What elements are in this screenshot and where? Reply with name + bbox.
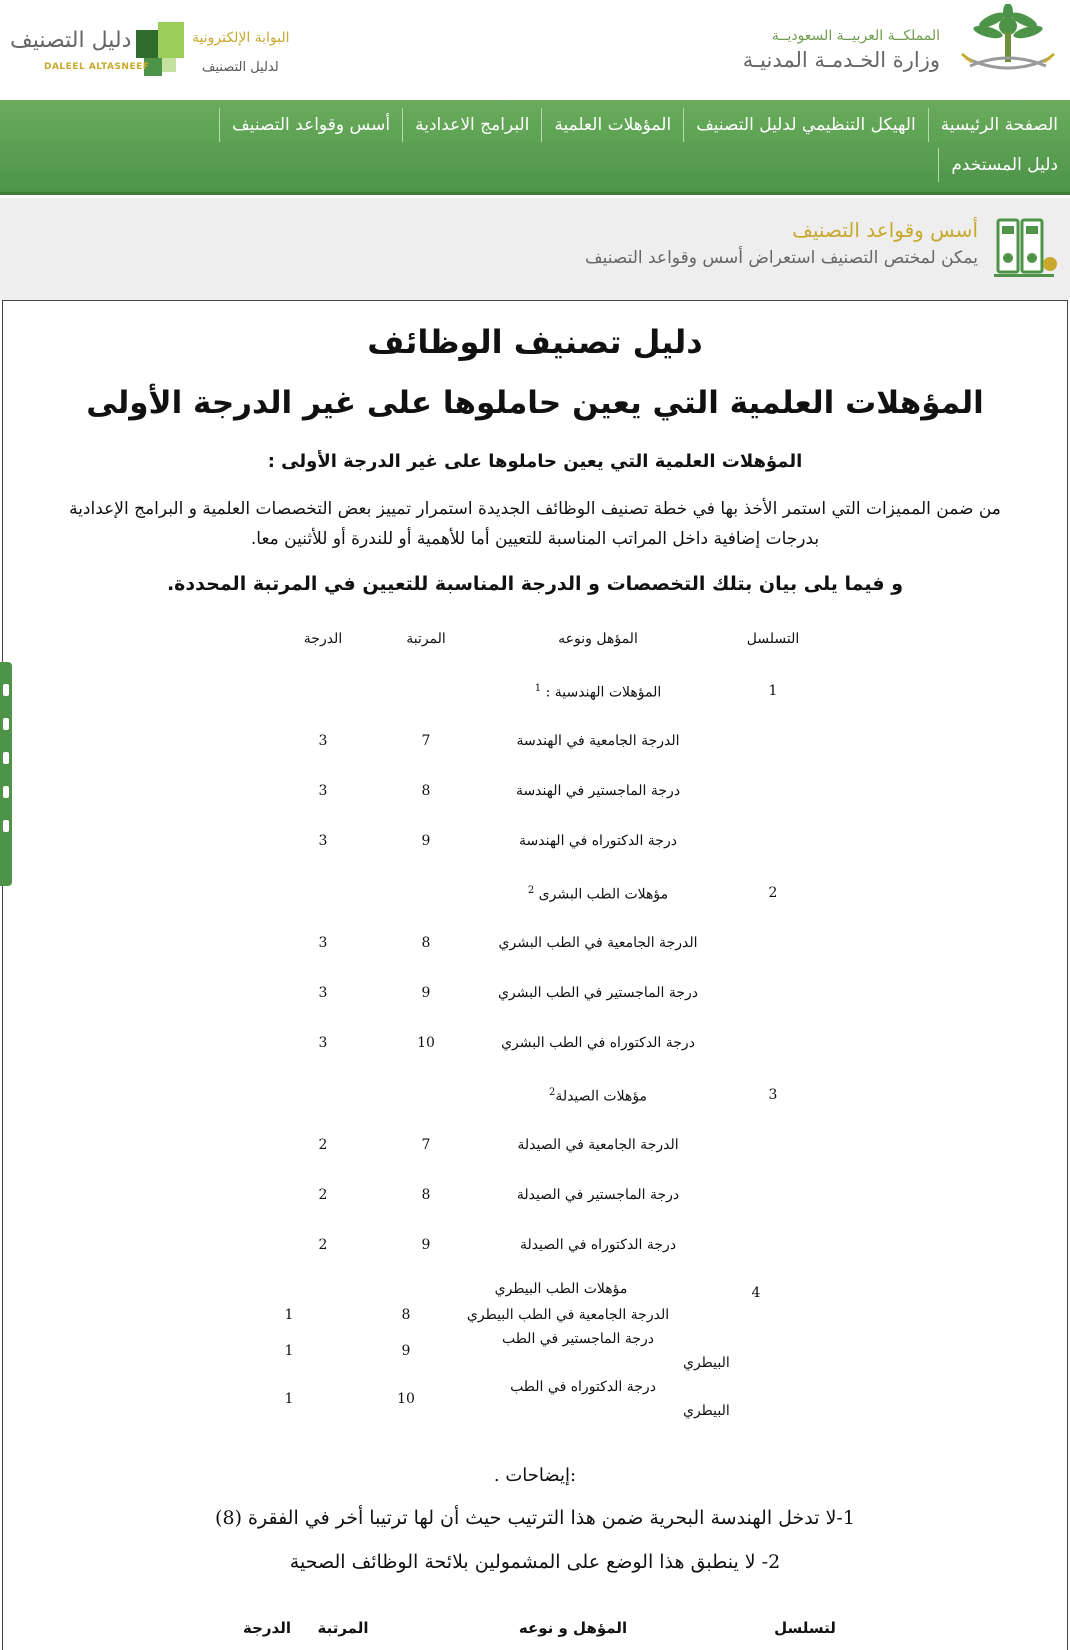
logo-square-icon xyxy=(158,22,184,58)
side-tab-icon xyxy=(3,786,9,798)
table-row-grade: 1 xyxy=(284,1343,294,1359)
group-title xyxy=(535,683,662,701)
table-row-rank: 8 xyxy=(421,1187,431,1203)
table-row-rank: 8 xyxy=(401,1307,411,1323)
group-seq: 3 xyxy=(768,1087,778,1103)
logo-square-icon xyxy=(162,58,176,72)
table-row-grade: 3 xyxy=(318,1035,328,1051)
table-row-grade: 3 xyxy=(318,833,328,849)
table-header-seq: التسلسل xyxy=(746,631,800,647)
table-row-grade: 3 xyxy=(318,733,328,749)
note-item: 1-لا تدخل الهندسة البحرية ضمن هذا الترتيب حيث أن لها ترتيبا أخر في الفقرة (8) xyxy=(215,1507,855,1529)
table-row-rank: 10 xyxy=(397,1391,415,1407)
table-row-grade: 2 xyxy=(318,1237,328,1253)
group-seq: 4 xyxy=(751,1285,761,1301)
logo-square-icon xyxy=(136,30,158,58)
group-title xyxy=(528,885,668,903)
table-row-qual: الدرجة الجامعية في الصيدلة xyxy=(517,1137,679,1153)
document-content xyxy=(2,300,1068,1650)
section-banner xyxy=(0,198,1070,300)
table-header-grade: الدرجة xyxy=(303,631,343,647)
table-row-rank: 9 xyxy=(401,1343,411,1359)
nav-home[interactable]: الصفحة الرئيسية xyxy=(928,108,1070,142)
table-row-qual: درجة الدكتوراه في الطب البشري xyxy=(501,1035,695,1051)
table-row-qual-tail: البيطري xyxy=(683,1403,730,1419)
portal-title: البوابة الإلكترونية xyxy=(192,30,290,46)
side-tab-icon xyxy=(3,820,9,832)
group-title: مؤهلات الطب البيطري xyxy=(494,1281,628,1297)
section-title: أسس وقواعد التصنيف xyxy=(792,218,978,242)
notes-title: . إيضاحات: xyxy=(493,1465,577,1486)
note-item: 2- لا ينطبق هذا الوضع على المشمولين بلائحة الوظائف الصحية xyxy=(289,1551,781,1573)
footnote-ref: 2 xyxy=(527,885,535,896)
doc-heading: المؤهلات العلمية التي يعين حاملوها على غير الدرجة الأولى xyxy=(86,385,984,421)
footnote-ref: 2 xyxy=(548,1087,556,1098)
table-row-rank: 9 xyxy=(421,1237,431,1253)
section-subtitle: يمكن لمختص التصنيف استعراض أسس وقواعد التصنيف xyxy=(584,248,978,268)
table-row-qual: الدرجة الجامعية في الهندسة xyxy=(516,733,680,749)
palm-swords-emblem-icon xyxy=(958,4,1058,88)
group-title xyxy=(549,1087,647,1105)
doc-lead: و فيما يلى بيان بتلك التخصصات و الدرجة المناسبة للتعيين في المرتبة المحددة. xyxy=(166,573,904,595)
table-row-qual: درجة الماجستير في الطب xyxy=(501,1331,655,1347)
group-seq: 2 xyxy=(768,885,778,901)
footer-header-grade: الدرجة xyxy=(243,1619,291,1637)
table-row-qual: درجة الماجستير في الهندسة xyxy=(515,783,681,799)
group-title-text: مؤهلات الصيدلة xyxy=(555,1088,648,1105)
table-header-rank: المرتبة xyxy=(406,631,446,647)
logo-subtitle: DALEEL ALTASNEEF xyxy=(44,62,150,72)
table-row-grade: 2 xyxy=(318,1137,328,1153)
table-row-qual-tail: البيطري xyxy=(683,1355,730,1371)
doc-title: دليل تصنيف الوظائف xyxy=(367,323,703,361)
table-row-qual: درجة الدكتوراه في الصيدلة xyxy=(519,1237,677,1253)
site-header xyxy=(0,0,1070,100)
footnote-ref: 1 xyxy=(534,683,542,694)
portal-logo[interactable] xyxy=(8,20,318,84)
main-navigation xyxy=(0,100,1070,195)
nav-programs[interactable]: البرامج الاعدادية xyxy=(402,108,541,142)
nav-user-guide[interactable]: دليل المستخدم xyxy=(938,148,1070,182)
table-row-grade: 3 xyxy=(318,985,328,1001)
table-row-qual: الدرجة الجامعية في الطب البشري xyxy=(498,935,698,951)
table-row-grade: 2 xyxy=(318,1187,328,1203)
side-toolbar-tab[interactable] xyxy=(0,662,12,886)
binders-icon xyxy=(994,216,1060,282)
table-row-grade: 3 xyxy=(318,783,328,799)
logo-title: دليل التصنيف xyxy=(10,28,132,53)
table-row-rank: 8 xyxy=(421,783,431,799)
footer-header-qual: المؤهل و نوعه xyxy=(518,1619,628,1637)
doc-paragraph-line: بدرجات إضافية داخل المراتب المناسبة للتعيين أما للأهمية أو للندرة أو للأثنين معا. xyxy=(250,529,820,549)
table-row-qual: درجة الماجستير في الصيدلة xyxy=(516,1187,680,1203)
side-tab-icon xyxy=(3,752,9,764)
table-row-qual: درجة الدكتوراه في الطب xyxy=(510,1379,656,1395)
table-row-grade: 1 xyxy=(284,1391,294,1407)
table-row-qual: الدرجة الجامعية في الطب البيطري xyxy=(466,1307,670,1323)
table-row-rank: 9 xyxy=(421,833,431,849)
doc-subheading: المؤهلات العلمية التي يعين حاملوها على غير الدرجة الأولى : xyxy=(267,451,803,472)
table-row-rank: 9 xyxy=(421,985,431,1001)
table-row-rank: 7 xyxy=(421,1137,431,1153)
nav-rules[interactable]: أسس وقواعد التصنيف xyxy=(219,108,402,142)
portal-subtitle: لدليل التصنيف xyxy=(202,60,279,75)
table-row-rank: 7 xyxy=(421,733,431,749)
nav-qualifications[interactable]: المؤهلات العلمية xyxy=(541,108,683,142)
doc-paragraph-line: من ضمن المميزات التي استمر الأخذ بها في خطة تصنيف الوظائف الجديدة استمرار تمييز بعض التخصصات العلمية و البرامج الإعدادية xyxy=(69,499,1001,519)
footer-header-seq: لتسلسل xyxy=(774,1619,836,1637)
side-tab-icon xyxy=(3,718,9,730)
table-row-rank: 10 xyxy=(417,1035,435,1051)
table-row-grade: 1 xyxy=(284,1307,294,1323)
table-row-qual: درجة الدكتوراه في الهندسة xyxy=(519,833,677,849)
group-seq: 1 xyxy=(768,683,778,699)
table-row-qual: درجة الماجستير في الطب البشري xyxy=(497,985,699,1001)
group-title-text: المؤهلات الهندسية : xyxy=(545,684,662,701)
side-tab-icon xyxy=(3,684,9,696)
table-row-rank: 8 xyxy=(421,935,431,951)
ministry-name: وزارة الخـدمـة المدنيـة xyxy=(742,48,940,72)
ministry-country: المملكــة العربيــة السعوديــة xyxy=(771,28,940,44)
ministry-logo[interactable] xyxy=(728,4,1058,88)
table-header-qual: المؤهل ونوعه xyxy=(558,631,638,647)
group-title-text: مؤهلات الطب البشرى xyxy=(538,886,669,903)
table-row-grade: 3 xyxy=(318,935,328,951)
nav-org-structure[interactable]: الهيكل التنظيمي لدليل التصنيف xyxy=(683,108,928,142)
footer-header-rank: المرتبة xyxy=(317,1619,369,1637)
